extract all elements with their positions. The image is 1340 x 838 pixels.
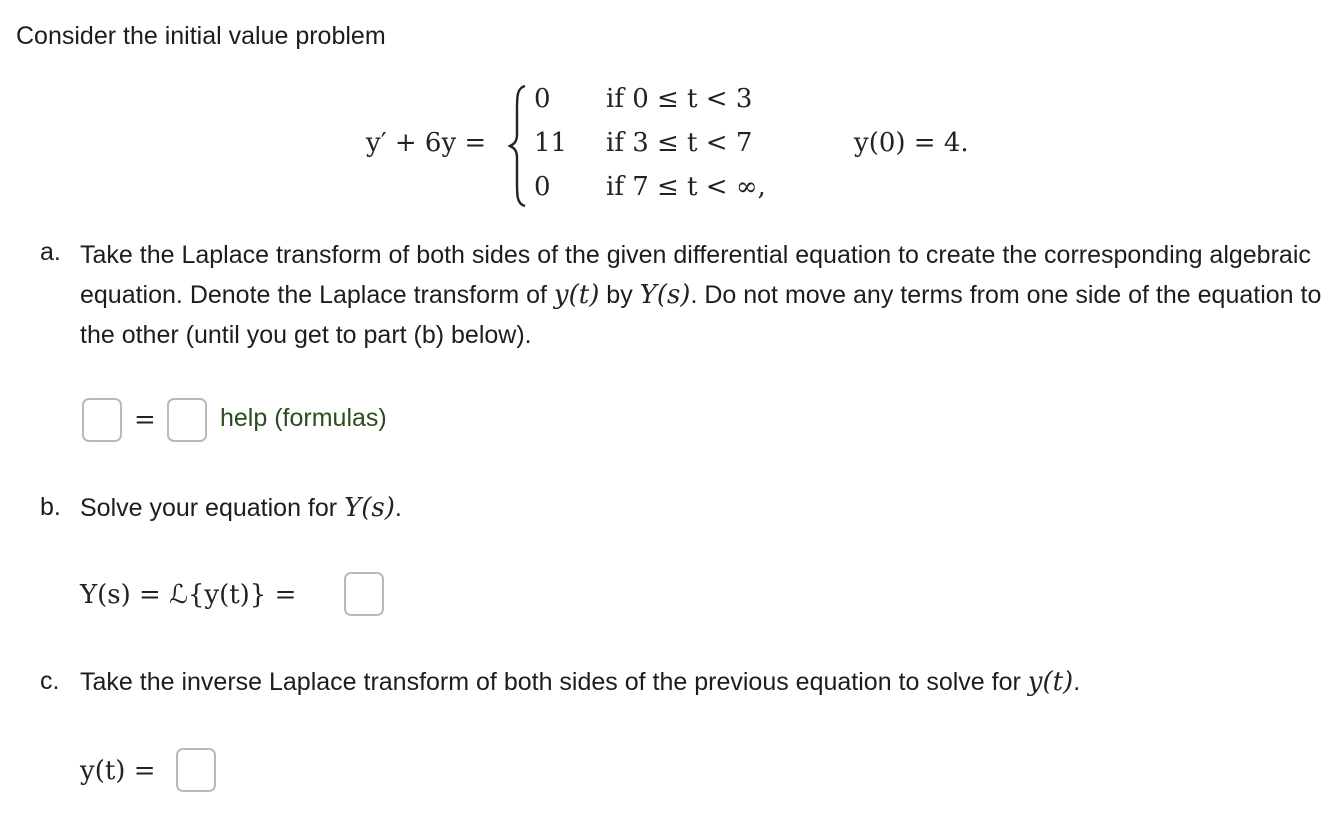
case-3-condition: if 7 ≤ t < ∞, [606,172,766,202]
part-b-marker: b. [40,493,61,521]
intro-text: Consider the initial value problem [16,22,386,50]
part-a-Y-of-s: Y(s) [639,280,691,310]
part-a-text-2: . Do not move any terms from one side of the equation to the other (until you get to part (b) below). [80,281,1322,349]
part-a-text [80,235,1330,355]
part-a-y-of-t: y(t) [553,280,600,310]
help-formulas-link[interactable]: help (formulas) [220,404,387,432]
part-c-answer-label: y(t) = [80,756,156,786]
part-b-Y-of-s: Y(s) [344,493,395,523]
part-b-text [80,493,402,523]
left-brace [508,84,528,208]
part-a-lhs-input[interactable] [82,398,122,442]
part-c-y-of-t: y(t) [1027,667,1074,697]
part-b-answer-label: Y(s) = ℒ{y(t)} = [80,580,297,610]
case-2-value: 11 [534,128,568,158]
part-c-text [80,667,1080,697]
initial-condition: y(0) = 4. [854,128,969,158]
case-1-value: 0 [534,84,551,114]
case-3-value: 0 [534,172,551,202]
case-2-condition: if 3 ≤ t < 7 [606,128,753,158]
part-a-by: by [599,281,640,309]
part-c-marker: c. [40,667,60,695]
part-b-prompt: Solve your equation for [80,494,345,522]
part-a-text-1: Take the Laplace transform of both sides of the given differential equation to create the corresponding algebraic equation. Denote the Laplace transform of [80,241,1311,309]
part-c-period: . [1073,668,1081,696]
part-b-period: . [394,494,402,522]
part-a-equals: = [134,405,156,435]
part-b-answer-input[interactable] [344,572,384,616]
part-a-marker: a. [40,238,61,266]
part-c-answer-input[interactable] [176,748,216,792]
part-c-prompt: Take the inverse Laplace transform of both sides of the previous equation to solve for [80,668,1028,696]
part-a-rhs-input[interactable] [167,398,207,442]
case-1-condition: if 0 ≤ t < 3 [606,84,753,114]
equation-lhs: y′ + 6y = [366,128,487,158]
